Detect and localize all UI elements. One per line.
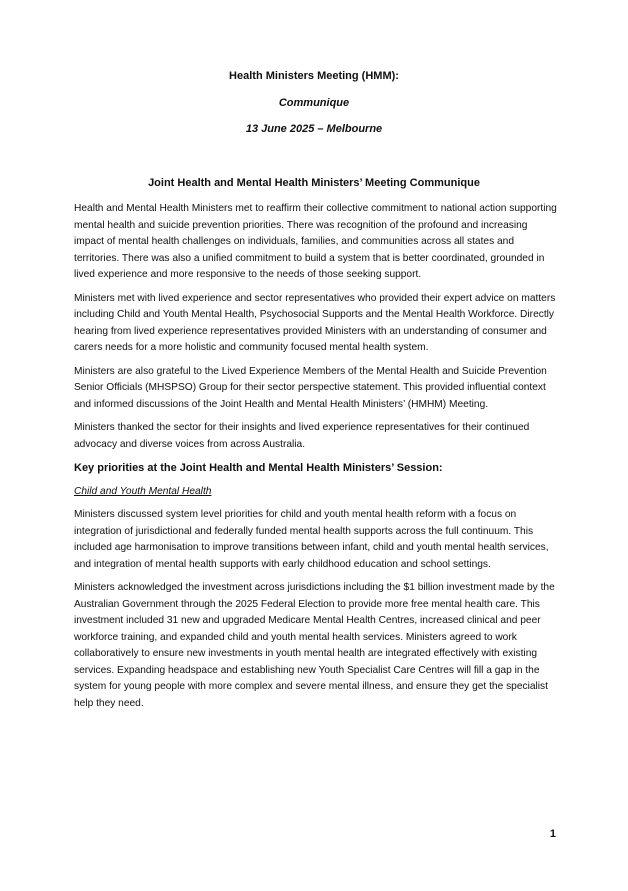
document-body <box>74 201 560 719</box>
child-youth-heading: Child and Youth Mental Health <box>74 486 212 497</box>
intro-paragraph: Health and Mental Health Ministers met to reaffirm their collective commitment to national action supporting mental health and suicide prevention priorities. There was recognition of the profound and increasing impact of mental health challenges on individuals, families, and communities across all states and territories. There was also a unified commitment to build a system that is better coordinated, grounded in lived experience and more responsive to the needs of those seeking support. <box>74 203 557 280</box>
key-priorities-heading: Key priorities at the Joint Health and Mental Health Ministers’ Session: <box>74 462 443 474</box>
document-date-location: 13 June 2025 – Melbourne <box>245 123 383 135</box>
intro-paragraph: Ministers thanked the sector for their insights and lived experience representatives for their continued advocacy and diverse voices from across Australia. <box>74 422 530 450</box>
child-youth-paragraph: Ministers acknowledged the investment across jurisdictions including the $1 billion investment made by the Australian Government through the 2025 Federal Election to provide more free mental health care. This investment included 31 new and upgraded Medicare Mental Health Centres, increased clinical and peer workforce training, and expanded child and youth mental health services. Ministers agreed to work collaboratively to ensure new investments in youth mental health are integrated effectively with existing services. Expanding headspace and establishing new Youth Specialist Care Centres will fill a gap in the system for young people with more complex and severe mental illness, and ensure they get the specialist help they need. <box>74 582 555 709</box>
page-number: 1 <box>549 828 556 840</box>
child-youth-paragraph: Ministers discussed system level priorities for child and youth mental health reform with a focus on integration of jurisdictional and federally funded mental health supports across the full continuum. This included age harmonisation to improve transitions between infant, child and youth mental health services, and integration of mental health supports with early childhood education and school settings. <box>74 509 549 570</box>
document-subtitle: Communique <box>278 97 350 109</box>
section-title: Joint Health and Mental Health Ministers’ Meeting Communique <box>148 177 480 189</box>
document-title: Health Ministers Meeting (HMM): <box>229 70 399 82</box>
intro-paragraph: Ministers met with lived experience and sector representatives who provided their expert advice on matters including Child and Youth Mental Health, Psychosocial Supports and the Mental Health Workforce. Directly hearing from lived experience representatives provided Ministers with an understanding of consumer and carers needs for a more holistic and community focused mental health system. <box>74 292 556 353</box>
intro-paragraph: Ministers are also grateful to the Lived Experience Members of the Mental Health and Suicide Prevention Senior Officials (MHSPSO) Group for their sector perspective statement. This provided influential context and informed discussions of the Joint Health and Mental Health Ministers’ (HMHM) Meeting. <box>74 365 547 410</box>
